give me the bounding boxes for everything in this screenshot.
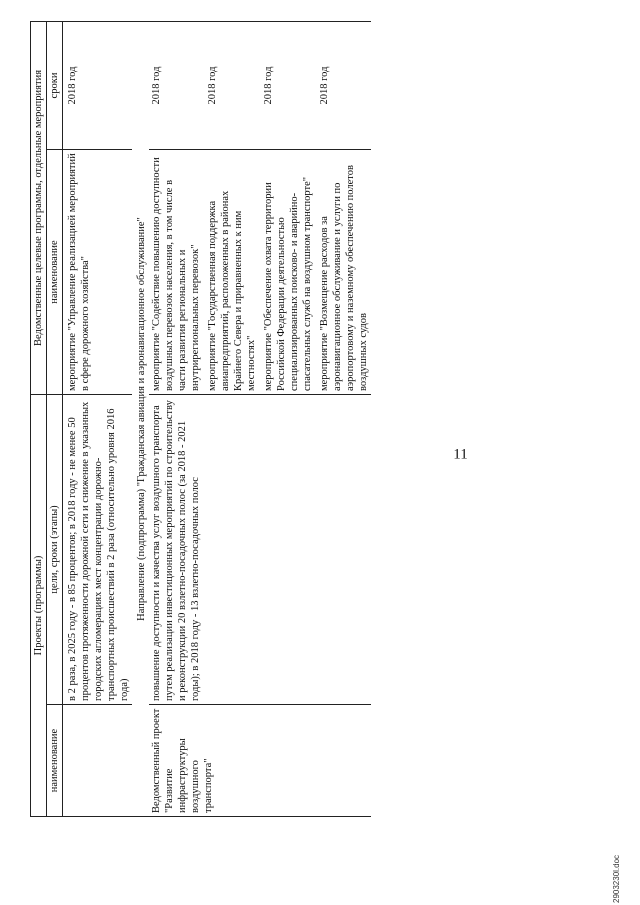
programs-table [30,21,371,817]
direction-heading: Направление (подпрограмма) "Гражданская авиация и аэронавигационное обслуживание" [132,21,149,816]
event-road-term: 2018 год [63,21,133,149]
event-term: 2018 год [149,21,203,149]
event-name: мероприятие "Государственная поддержка авиапредприятий, расположенных в районах Крайнего Севера и приравненных к ним местностях" [203,150,259,395]
header-row-2 [47,21,63,816]
table-row [63,21,133,816]
event-name: мероприятие "Возмещение расходов за аэронавигационное обслуживание и услуги по аэропортовому и наземному обеспечению полетов воздушных судов [315,150,371,395]
header-departmental: Ведомственные целевые программы, отдельные мероприятия [31,21,47,394]
event-term: 2018 год [259,21,315,149]
header-terms: сроки [47,21,63,149]
event-name: мероприятие "Содействие повышению доступности воздушных перевозок населения, в том числе в части развития региональных и внутрирегиональных перевозок" [149,150,203,395]
event-name: мероприятие "Обеспечение охвата территории Российской Федерации деятельностью специализированных поисково- и аварийно-спасательных служб на воздушном транспорте" [259,150,315,395]
direction-row [132,21,149,816]
project-goal: повышение доступности и качества услуг воздушного транспорта путем реализации инвестиционных мероприятий по строительству и реконструкции 20 взлетно-посадочных полос (за 2018 - 2021 годы); в 2018 году - 13 взлетно-посадочных полос [149,395,371,705]
header-projects: Проекты (программы) [31,395,47,817]
project-name: Ведомственный проект "Развитие инфраструктуры воздушного транспорта" [149,705,371,817]
header-name-2: наименование [47,150,63,395]
event-term: 2018 год [315,21,371,149]
header-row-1 [31,21,47,816]
header-goals: цели, сроки (этапы) [47,395,63,705]
event-term: 2018 год [203,21,259,149]
page-number: 11 [453,446,468,463]
header-name: наименование [47,705,63,817]
document-footer: 2903230l.doc [612,854,621,903]
continuation-text: в 2 раза, в 2025 году - в 85 процентов; в 2018 году - не менее 50 процентов протяженности дорожной сети и снижение в указанных городских агломерациях мест концентрации дорожно-транспортных происшествий в 2 раза (относительно уровня 2016 года) [63,395,133,705]
event-road-name: мероприятие "Управление реализацией мероприятий в сфере дорожного хозяйства" [63,150,133,395]
table-row [149,21,203,816]
